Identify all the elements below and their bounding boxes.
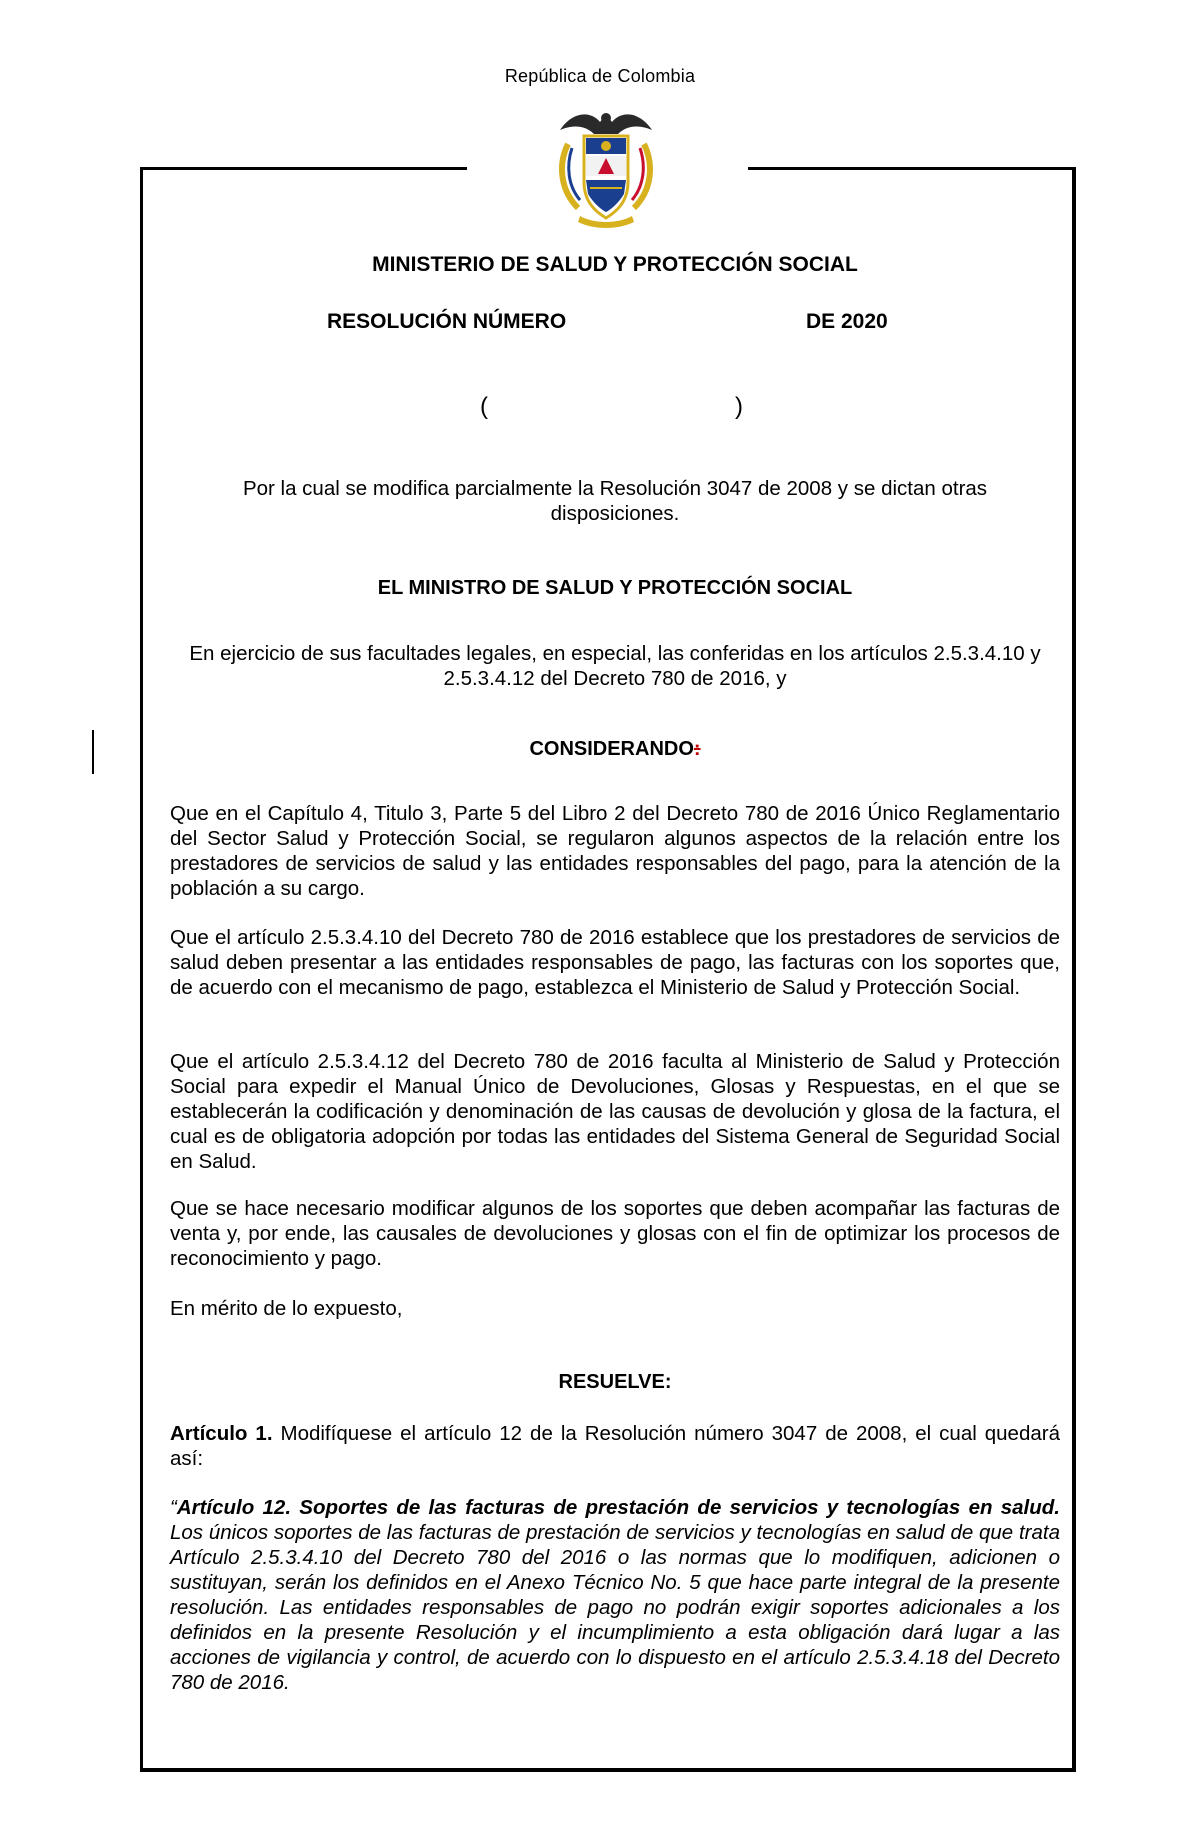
paren-open: ( bbox=[480, 393, 488, 420]
resuelve-heading: RESUELVE: bbox=[558, 1371, 672, 1393]
article-12-text: Los únicos soportes de las facturas de prestación de servicios y tecnologías en salud de que trata Artículo 2.5.3.4.10 del Decreto 780 del 2016 o las normas que lo modifiquen, adicionen o sustituyan, serán los definidos en el Anexo Técnico No. 5 que hace parte integral de la presente resolución. Las entidades responsables de pago no podrán exigir soportes adicionales a los definidos en la presente Resolución y el incumplimiento a esta obligación dará lugar a las acciones de vigilancia y control, de acuerdo con lo dispuesto en el artículo 2.5.3.4.18 del Decreto 780 de 2016. bbox=[170, 1521, 1060, 1694]
considerando-heading bbox=[170, 738, 1060, 761]
ministry-title: MINISTERIO DE SALUD Y PROTECCIÓN SOCIAL bbox=[372, 253, 858, 276]
country-header: República de Colombia bbox=[504, 66, 696, 86]
article-12-title: Artículo 12. Soportes de las facturas de prestación de servicios y tecnologías en salud. bbox=[176, 1496, 1060, 1519]
consideration-paragraph: Que el artículo 2.5.3.4.10 del Decreto 780 de 2016 establece que los prestadores de servicios de salud deben presentar a las entidades responsables de pago, las facturas con los soportes que, de acuerdo con el mecanismo de pago, establezca el Ministerio de Salud y Protección Social. bbox=[170, 926, 1060, 999]
considerando-label: CONSIDERANDO bbox=[529, 738, 694, 760]
resolution-year: DE 2020 bbox=[806, 310, 888, 333]
frame-left-line bbox=[140, 167, 143, 1771]
article-1-text: Modifíquese el artículo 12 de la Resolución número 3047 de 2008, el cual quedará así: bbox=[170, 1422, 1060, 1470]
article-12 bbox=[170, 1495, 1060, 1695]
paren-close: ) bbox=[735, 393, 743, 420]
deleted-colon: : bbox=[693, 738, 701, 760]
resolution-label: RESOLUCIÓN NÚMERO bbox=[327, 310, 567, 333]
frame-bottom-line bbox=[140, 1768, 1076, 1772]
consideration-paragraph: Que se hace necesario modificar algunos de los soportes que deben acompañar las facturas de venta y, por ende, las causales de devoluciones y glosas con el fin de optimizar los procesos de reconocimiento y pago. bbox=[170, 1197, 1060, 1270]
merito-text: En mérito de lo expuesto, bbox=[170, 1297, 403, 1320]
frame-right-line bbox=[1072, 167, 1076, 1771]
intro-text: Por la cual se modifica parcialmente la Resolución 3047 de 2008 y se dictan otras disposiciones. bbox=[242, 477, 988, 525]
consideration-paragraph: Que en el Capítulo 4, Titulo 3, Parte 5 del Libro 2 del Decreto 780 de 2016 Único Reglamentario del Sector Salud y Protección Social, se regularon algunos aspectos de la relación entre los prestadores de servicios de salud y las entidades responsables del pago, para la atención de la población a su cargo. bbox=[170, 802, 1060, 900]
minister-title: EL MINISTRO DE SALUD Y PROTECCIÓN SOCIAL bbox=[377, 577, 853, 599]
frame-top-left-line bbox=[140, 167, 467, 170]
change-bar bbox=[92, 730, 94, 774]
frame-top-right-line bbox=[748, 167, 1075, 170]
article-1-label: Artículo 1. bbox=[170, 1422, 273, 1445]
quote-open: “ bbox=[170, 1496, 177, 1519]
powers-text: En ejercicio de sus facultades legales, en especial, las conferidas en los artículos 2.5.3.4.10 y 2.5.3.4.12 del Decreto 780 de 2016, y bbox=[189, 642, 1041, 690]
consideration-paragraph: Que el artículo 2.5.3.4.12 del Decreto 780 de 2016 faculta al Ministerio de Salud y Protección Social para expedir el Manual Único de Devoluciones, Glosas y Respuestas, en el que se establecerán la codificación y denominación de las causas de devolución y glosa de la factura, el cual es de obligatoria adopción por todas las entidades del Sistema General de Seguridad Social en Salud. bbox=[170, 1050, 1060, 1173]
coat-of-arms-colombia-icon bbox=[550, 104, 662, 232]
article-1 bbox=[170, 1421, 1060, 1471]
